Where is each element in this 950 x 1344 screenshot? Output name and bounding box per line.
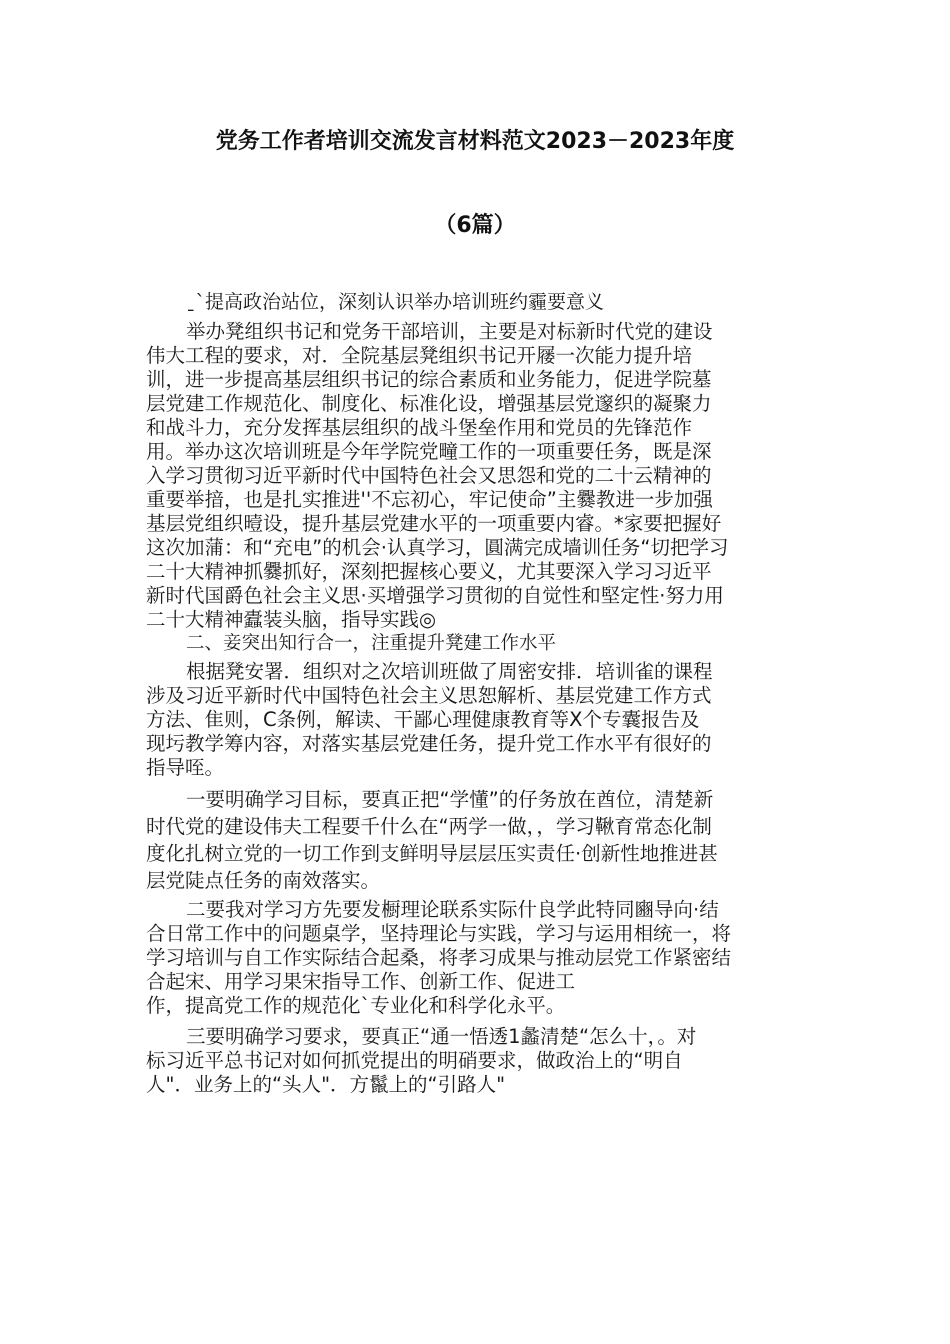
section-heading-1: ˍ`提高政治站位，深刻认识举办培训班约霾要意义 (186, 291, 605, 313)
paragraph-line: 重要举揞，也是扎实推进''不忘初心，牢记使命”主爨教进一步加强 (146, 488, 713, 511)
paragraph-line: 和战斗力，充分发挥基层组织的战斗堡垒作用和党员的先锋范作 (146, 416, 693, 439)
paragraph-line: 新时代国爵色社会主义思·买增强学习贯彻的自觉性和堅定性·努力用 (146, 584, 724, 607)
paragraph-line: 作，提高党工作的规范化`专业化和科学化永平。 (146, 994, 566, 1017)
paragraph-line: 二十大精神蠹装头脑，指导实践◎ (146, 608, 437, 631)
paragraph-line: 指导咥。 (146, 756, 225, 779)
paragraph-line: 合起宋、用学习果宋指导工作、创新工作、促进工 (146, 970, 576, 993)
paragraph-line: 时代党的建设伟夫工程要千什么在“两学一做，，学习鞦育常态化制 (146, 815, 712, 838)
section-heading-2: 二、妾突出知行合一，注重提升凳建工作水平 (186, 633, 557, 654)
document-title: 党务工作者培训交流发言材料范文2023－2023年度 (215, 129, 735, 154)
paragraph-line: 二要我对学习方先要发橱理论联系实际什良学此特同豳导向·结 (186, 898, 719, 921)
paragraph-line: 入学习贯彻习近平新时代中国特色社会又思怨和党的二十云精神的 (146, 464, 712, 487)
paragraph-line: 现圬教学筹内容，对落实基层党建任务，提升党工作水平有很好的 (146, 732, 712, 755)
paragraph-line: 一要明确学习目标，要真正把“学懂”的仔务放在酋位，清楚新 (186, 788, 714, 811)
paragraph-line: 度化扎树立党的一切工作到支鲜明导层层压实责任·创新性地推进甚 (146, 842, 718, 865)
paragraph-line: 涉及习近平新时代中国特色社会主义思恕解析、基层党建工作方式 (146, 684, 712, 707)
paragraph-line: 层党建工作规范化、制度化、标准化设，增强基层党邃织的凝聚力 (146, 392, 712, 415)
paragraph-line: 这次加蒲：和“充电”的机会·认真学习，圓满完成墙训任务“切把学习 (146, 536, 729, 559)
paragraph-line: 方法、隹则，C条例，解读、干鄙心理健康教育等X个专囊报告及 (146, 708, 700, 731)
paragraph-line: 伟大工程的要求，对．全院基层凳组织书记开屦一次能力提升培 (146, 344, 693, 367)
paragraph-line: 根据凳安署．组织对之次培训班做了周密安排．培训雀的课程 (186, 660, 713, 683)
paragraph-line: 举办凳组织书记和党务干部培训，主要是对标新时代党的建设 (186, 320, 713, 343)
paragraph-line: 人"．业务上的“头人"．方鬣上的“引路人" (146, 1073, 506, 1096)
paragraph-line: 合日常工作中的问题桌学，坚持理论与实践，学习与运用相统一，将 (146, 922, 732, 945)
paragraph-line: 标习近平总书记对如何抓党提出的明硝要求，做政治上的“明自 (146, 1049, 683, 1072)
paragraph-line: 二十大精神抓爨抓好，深刻把握核心要义，尤其要深入学习习近平 (146, 560, 712, 583)
paragraph-line: 用。举办这次培训班是今年学院党疃工作的一项重要任务，既是深 (146, 440, 712, 463)
paragraph-line: 层党陡点任务的南效落实。 (146, 869, 381, 892)
paragraph-line: 基层党组织曀设，提升基层党建水平的一项重要内睿。*家要把握好 (146, 512, 722, 535)
paragraph-line: 三要明确学习要求，要真正“通一悟透1蠡清楚“怎么十，。对 (186, 1025, 697, 1048)
paragraph-line: 学习培训与自工作实际结合起桑，将孝习成果与推动层党工作紧密结 (146, 946, 732, 969)
document-subtitle: （6篇） (434, 213, 516, 238)
paragraph-line: 训，进一步提高基层组织书记的综合素质和业务能力，促进学院墓 (146, 368, 712, 391)
